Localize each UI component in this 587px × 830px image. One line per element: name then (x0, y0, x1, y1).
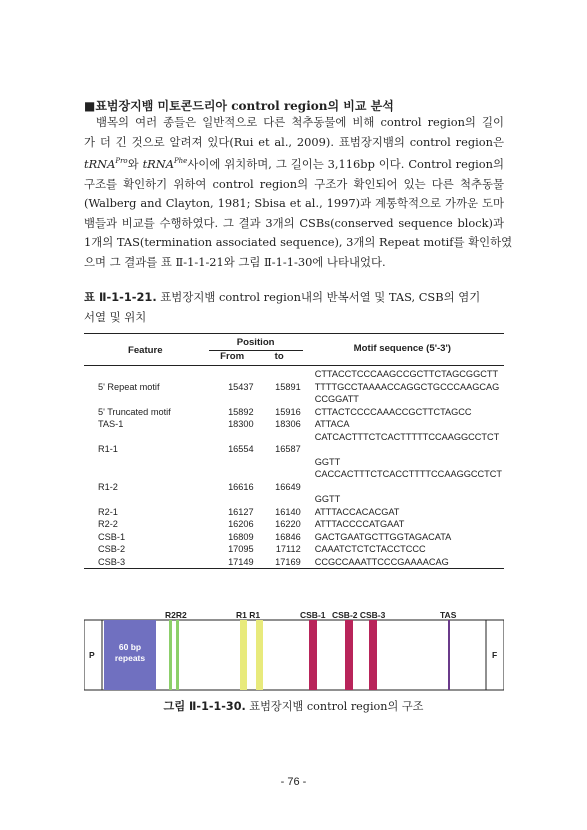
to-cell: 18306 (275, 419, 301, 429)
para-line: 뱀목의 여러 종들은 일반적으로 다른 척추동물에 비해 control region의 길이 (96, 115, 504, 129)
table-row (84, 431, 504, 444)
to-cell (256, 493, 303, 506)
motif-cell: CATCACTTTCTCACTTTTTCCAAGGCCTCT (314, 431, 500, 442)
para-line: 구조를 확인하기 위하여 control region의 구조가 확인되어 있는 다른 척추동물 (84, 176, 504, 191)
from-cell: 16127 (228, 506, 254, 517)
from-cell (209, 393, 256, 406)
feature-cell (84, 468, 209, 481)
r2-1-band (169, 620, 172, 690)
to-cell: 15916 (275, 406, 301, 417)
body-paragraph (84, 113, 513, 273)
from-cell (209, 493, 256, 506)
table-row (84, 468, 504, 481)
header-from: From (220, 350, 245, 362)
to-cell (256, 468, 303, 481)
feature-cell: TAS-1 (98, 419, 124, 429)
table-row (84, 366, 504, 381)
motif-cell: CACCACTTTCTCACCTTTTCCAAGGCCTCT (314, 469, 502, 479)
motif-cell: GGTT (314, 494, 341, 504)
feature-cell: R1-2 (98, 481, 118, 492)
repeats-label-2: repeats (114, 653, 146, 663)
to-cell: 16140 (275, 506, 301, 517)
table-row (84, 418, 504, 431)
to-cell: 16587 (275, 444, 301, 454)
from-cell: 17149 (228, 556, 254, 567)
feature-cell: 5' Truncated motif (98, 406, 171, 417)
feature-cell: CSB-1 (98, 531, 126, 542)
csb1-band (309, 620, 317, 690)
from-cell: 15437 (228, 381, 254, 392)
table-row (84, 518, 504, 531)
motif-cell (303, 481, 504, 494)
figure-caption: 그림 Ⅱ-1-1-30. 표범장지뱀 control region의 구조 (163, 700, 424, 713)
header-position: Position (209, 334, 303, 351)
csb2-band (345, 620, 353, 690)
from-cell: 16554 (228, 444, 254, 454)
motif-cell: ATTTACCCCATGAAT (314, 519, 405, 529)
trna-phe: tRNA$^{Phe}$ (142, 156, 188, 171)
to-cell: 17169 (275, 556, 301, 567)
motif-cell: CCGCCAAATTCCCGAAAACAG (314, 556, 449, 567)
feature-cell: 5' Repeat motif (98, 381, 160, 392)
feature-cell: R2-2 (98, 519, 118, 529)
section-heading: ■표범장지뱀 미토콘드리아 control region의 비교 분석 (84, 99, 394, 113)
end-label-f: F (492, 650, 498, 660)
r1-1-band (240, 620, 247, 690)
feature-cell: CSB-3 (98, 556, 126, 567)
header-to: to (274, 350, 284, 362)
control-region-diagram (84, 608, 504, 693)
feature-cell (84, 431, 209, 444)
trna-pro: tRNA$^{Pro}$ (84, 156, 128, 171)
from-cell: 16206 (228, 519, 254, 529)
to-cell (256, 431, 303, 444)
table-row (84, 531, 504, 544)
table-row (84, 556, 504, 569)
from-cell: 16616 (228, 481, 254, 492)
feature-cell: CSB-2 (98, 544, 126, 554)
table-row (84, 543, 504, 556)
end-label-p: P (89, 650, 95, 660)
label-csb1: CSB-1 (300, 610, 326, 620)
para-line: (Walberg and Clayton, 1981; Sbisa et al., 1997)과 계통학적으로 가까운 도마 (84, 196, 504, 211)
motif-cell: GACTGAATGCTTGGTAGACATA (314, 531, 452, 542)
to-cell: 17112 (275, 544, 301, 554)
para-line: tRNA$^{Pro}$와 tRNA$^{Phe}$사이에 위치하며, 그 길이는 3,116bp 이다. Control region의 (84, 156, 505, 171)
feature-cell (84, 493, 209, 506)
motif-cell: CTTACCTCCCAAGCCGCTTCTAGCGGCTT (314, 369, 499, 379)
motif-cell: ATTACA (314, 419, 350, 429)
table-caption-line2: 서열 및 위치 (84, 310, 147, 324)
feature-cell: R1-1 (98, 444, 118, 454)
motif-table (84, 333, 504, 569)
repeats-label-1: 60 bp (118, 642, 142, 652)
table-row (84, 506, 504, 519)
table-row (84, 406, 504, 419)
table-row (84, 456, 504, 469)
from-cell: 18300 (228, 419, 254, 429)
from-cell (209, 431, 256, 444)
from-cell (209, 468, 256, 481)
motif-cell: ATTTACCACACGAT (314, 506, 400, 517)
header-feature: Feature (127, 344, 163, 356)
from-cell (209, 366, 256, 381)
to-cell: 15891 (275, 381, 301, 392)
label-csb23: CSB-2 CSB-3 (332, 610, 386, 620)
feature-cell (84, 366, 209, 381)
table-row (84, 443, 504, 456)
header-motif: Motif sequence (5'-3') (353, 343, 451, 355)
from-cell: 15892 (228, 406, 254, 417)
to-cell: 16649 (275, 481, 301, 492)
to-cell (256, 456, 303, 469)
para-line: 1개의 TAS(termination associated sequence), 3개의 Repeat motif를 확인하였 (84, 235, 513, 250)
label-tas: TAS (440, 610, 457, 620)
table-row (84, 393, 504, 406)
table-row (84, 481, 504, 494)
page-number: - 76 - (280, 776, 307, 788)
table-row (84, 493, 504, 506)
motif-cell: CCGGATT (314, 394, 359, 404)
label-r1r1: R1 R1 (236, 610, 261, 620)
to-cell: 16220 (275, 519, 301, 529)
motif-cell: CAAATCTCTCTACCTCCC (314, 544, 426, 554)
para-line: 뱀들과 비교를 수행하였다. 그 결과 3개의 CSBs(conserved sequence block)과 (84, 215, 504, 230)
from-cell (209, 456, 256, 469)
para-line: 가 더 긴 것으로 알려져 있다(Rui et al., 2009). 표범장지뱀의 control region은 (84, 134, 504, 149)
tas-band (448, 620, 450, 690)
motif-cell: TTTTGCCTAAAACCAGGCTGCCCAAGCAG (314, 381, 500, 392)
csb3-band (369, 620, 377, 690)
feature-cell (84, 456, 209, 469)
label-r2r2: R2R2 (165, 610, 187, 620)
para-line: 으며 그 결과를 표 Ⅱ-1-1-21와 그림 Ⅱ-1-1-30에 나타내었다. (84, 254, 386, 269)
table-row (84, 381, 504, 394)
feature-cell: R2-1 (98, 506, 118, 517)
from-cell: 17095 (228, 544, 254, 554)
r1-2-band (256, 620, 263, 690)
to-cell: 16846 (275, 531, 301, 542)
to-cell (256, 366, 303, 381)
motif-cell: GGTT (314, 456, 341, 467)
r2-2-band (176, 620, 179, 690)
feature-cell (84, 393, 209, 406)
to-cell (256, 393, 303, 406)
motif-cell: CTTACTCCCCAAACCGCTTCTAGCC (314, 406, 472, 417)
table-caption: 표 Ⅱ-1-1-21. 표범장지뱀 control region내의 반복서열 및 TAS, CSB의 염기 (84, 290, 481, 304)
from-cell: 16809 (228, 531, 254, 542)
motif-cell (303, 443, 504, 456)
